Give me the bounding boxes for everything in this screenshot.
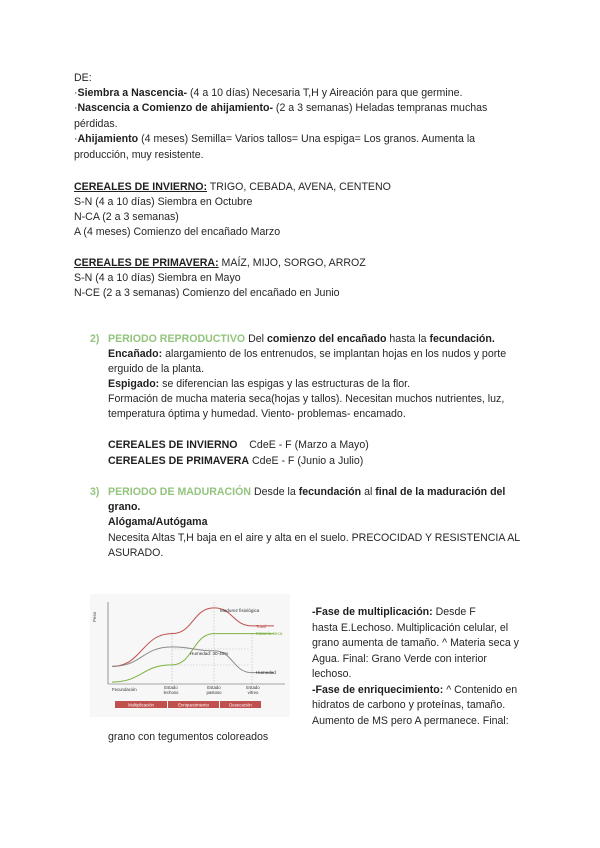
intro-de: DE:	[74, 72, 92, 84]
espigado-label: Espigado:	[108, 378, 160, 390]
annotation-madurez: Madurez fisiológica	[220, 608, 260, 613]
enr-label: -Fase de enriquecimiento:	[312, 684, 444, 696]
ahijamiento-line: ·Ahijamiento (4 meses) Semilla= Varios tallos= Una espiga= Los granos. Aumenta la	[74, 133, 476, 145]
espigado-text: se diferencian las espigas y las estructuras de la flor.	[159, 378, 411, 390]
mult-text: Desde F	[432, 606, 476, 618]
nascencia-text: (2 a 3 semanas) Heladas tempranas muchas	[272, 102, 488, 114]
formacion-cont: temperatura óptima y humedad. Viento- problemas- encamado.	[108, 408, 406, 420]
stage-vitreo-box	[236, 685, 270, 699]
ahijamiento-label: Ahijamiento	[77, 133, 139, 145]
maduracion-t2: al	[361, 486, 376, 498]
enr-text: ^ Contenido en	[443, 684, 518, 696]
formacion-line: Formación de mucha materia seca(hojas y tallos). Necesitan muchos nutrientes, luz,	[108, 393, 505, 405]
reproductivo-t1: Del	[245, 333, 267, 345]
right-line-7: hidratos de carbono y proteínas, tamaño.	[312, 699, 506, 711]
siembra-label: Siembra a Nascencia-	[77, 87, 188, 99]
encanado-line	[108, 347, 506, 362]
enr-line	[312, 683, 517, 699]
reproductivo-b1: comienzo del encañado	[266, 333, 387, 345]
reproductivo-primavera	[108, 454, 363, 469]
ahijamiento-cont: producción, muy resistente.	[74, 149, 204, 161]
reproductivo-invierno-label: CEREALES DE INVIERNO	[108, 439, 238, 451]
primavera-crops: MAÍZ, MIJO, SORGO, ARROZ	[218, 257, 366, 269]
nascencia-cont: pérdidas.	[74, 118, 118, 130]
chart-ylabel: Peso	[92, 611, 97, 622]
right-line-3: grano aumenta de tamaño. ^ Materia seca y	[312, 637, 519, 649]
reproductivo-invierno-text: CdeE - F (Marzo a Mayo)	[237, 439, 369, 451]
annotation-materia-seca: Materia seca	[256, 631, 283, 636]
maduracion-line-1: Necesita Altas T,H baja en el aire y alta en el suelo. PRECOCIDAD Y RESISTENCIA AL	[108, 532, 521, 544]
espigado-line	[108, 377, 410, 392]
stage-fecundacion: Fecundación	[112, 687, 137, 692]
primavera-line-2: N-CE (2 a 3 semanas) Comienzo del encañado en Junio	[74, 287, 340, 299]
phase-desecacion: Desecación	[229, 702, 252, 708]
reproductivo-invierno	[108, 438, 369, 453]
primavera-title: CEREALES DE PRIMAVERA:	[74, 257, 219, 269]
nascencia-line: ·Nascencia a Comienzo de ahijamiento- (2 a 3 semanas) Heladas tempranas muchas	[74, 102, 488, 114]
primavera-heading	[74, 256, 366, 271]
invierno-crops: TRIGO, CEBADA, AVENA, CENTENO	[207, 181, 391, 193]
encanado-text: alargamiento de los entrenudos, se implantan hojas en los nudos y porte	[162, 348, 507, 360]
siembra-text: (4 a 10 días) Necesaria T,H y Aireación para que germine.	[187, 87, 463, 99]
right-line-8: Aumento de MS pero A permanece. Final:	[312, 715, 509, 727]
reproductivo-heading	[108, 332, 495, 347]
alogama-line	[108, 515, 207, 530]
maduracion-number: 3)	[90, 486, 100, 498]
maduracion-b2-cont	[108, 500, 140, 515]
primavera-line-1: S-N (4 a 10 días) Siembra en Mayo	[74, 272, 241, 284]
reproductivo-title: PERIODO REPRODUCTIVO	[108, 333, 246, 345]
maduracion-b2: final de la maduración del	[375, 486, 506, 498]
annotation-total: Total	[256, 624, 266, 629]
stage-lechoso: Estado lechoso	[163, 685, 179, 695]
reproductivo-number: 2)	[90, 333, 100, 345]
right-line-2: hasta E.Lechoso. Multiplicación celular, el	[312, 622, 509, 634]
encanado-cont: erguido de la planta.	[108, 363, 205, 375]
reproductivo-b2: fecundación.	[429, 333, 495, 345]
stage-pastoso: Estado pastoso	[206, 685, 222, 695]
alogama-label: Alógama/Autógama	[108, 516, 208, 528]
phase-multiplicacion: Multiplicación	[128, 702, 154, 708]
grain-maturation-chart	[90, 594, 290, 717]
mult-label: -Fase de multiplicación:	[312, 606, 433, 618]
reproductivo-primavera-text: CdeE - F (Junio a Julio)	[249, 455, 364, 467]
maduracion-line-2: ASURADO.	[108, 547, 164, 559]
stage-vitreo: Estado vítreo	[246, 685, 260, 695]
invierno-line-1: S-N (4 a 10 días) Siembra en Octubre	[74, 196, 253, 208]
invierno-line-2: N-CA (2 a 3 semanas)	[74, 211, 179, 223]
reproductivo-primavera-label: CEREALES DE PRIMAVERA	[108, 455, 250, 467]
invierno-line-3: A (4 meses) Comienzo del encañado Marzo	[74, 226, 281, 238]
reproductivo-t2: hasta la	[386, 333, 430, 345]
annotation-humedad-range: Humedad: 30-40%	[190, 651, 229, 656]
maduracion-title: PERIODO DE MADURACIÓN	[108, 486, 252, 498]
stage-lechoso-box	[154, 685, 188, 699]
right-line-5: lechoso.	[312, 668, 352, 680]
invierno-title: CEREALES DE INVIERNO:	[74, 181, 208, 193]
annotation-humedad: Humedad	[256, 670, 276, 675]
maduracion-b1: fecundación	[298, 486, 362, 498]
nascencia-label: Nascencia a Comienzo de ahijamiento-	[77, 102, 273, 114]
mult-line	[312, 605, 476, 621]
maduracion-heading	[108, 485, 505, 500]
maduracion-grano: grano.	[108, 501, 141, 513]
siembra-line: ·Siembra a Nascencia- (4 a 10 días) Necesaria T,H y Aireación para que germine.	[74, 87, 463, 99]
ahijamiento-text: (4 meses) Semilla= Varios tallos= Una espiga= Los granos. Aumenta la	[138, 133, 476, 145]
right-line-4: Agua. Final: Grano Verde con interior	[312, 653, 487, 665]
encanado-label: Encañado:	[108, 348, 163, 360]
stage-pastoso-box	[197, 685, 231, 699]
phase-enriquecimiento: Enriquecimiento	[178, 702, 209, 708]
invierno-heading	[74, 180, 391, 195]
maduracion-t1: Desde la	[251, 486, 299, 498]
final-line: grano con tegumentos coloreados	[108, 731, 269, 743]
